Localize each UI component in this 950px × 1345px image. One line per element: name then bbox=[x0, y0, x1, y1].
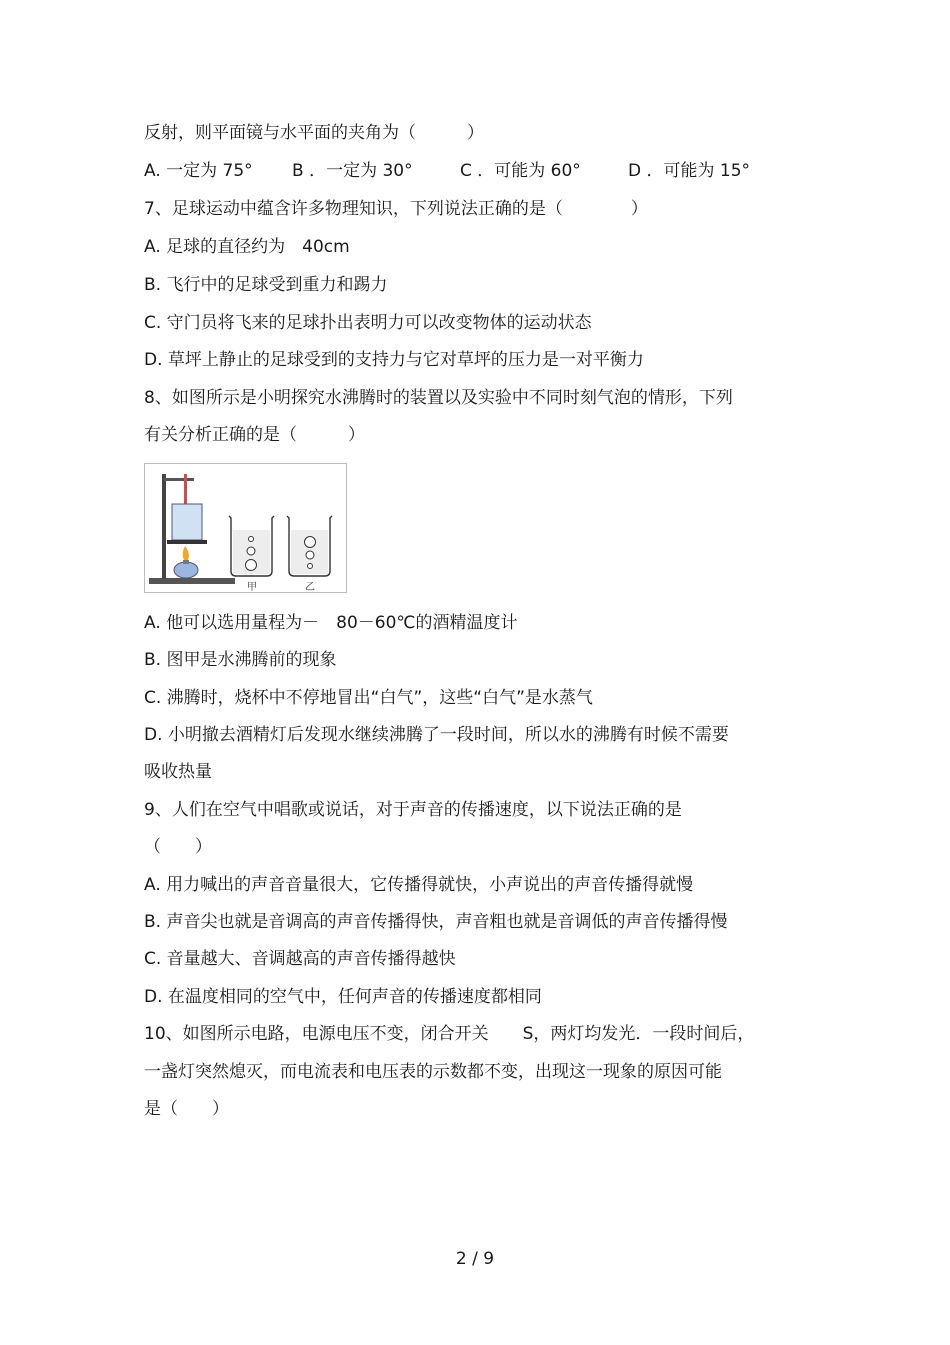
question-7-stem: 7、足球运动中蕴含许多物理知识，下列说法正确的是（ ） bbox=[144, 199, 648, 219]
boiling-apparatus-illustration bbox=[145, 464, 346, 592]
question-6-options bbox=[144, 160, 784, 182]
question-8-option-c: C. 沸腾时，烧杯中不停地冒出“白气”，这些“白气”是水蒸气 bbox=[144, 688, 593, 708]
stand-base bbox=[149, 578, 235, 584]
option-b: B ．一定为 30° bbox=[292, 161, 413, 181]
question-9-option-c: C. 音量越大、音调越高的声音传播得越快 bbox=[144, 949, 456, 969]
stand-rod bbox=[162, 474, 166, 579]
option-c: C ．可能为 60° bbox=[460, 161, 581, 181]
question-8-option-d-line1: D. 小明撤去酒精灯后发现水继续沸腾了一段时间，所以水的沸腾有时候不需要 bbox=[144, 725, 729, 745]
question-7-option-b: B. 飞行中的足球受到重力和踢力 bbox=[144, 275, 388, 295]
question-10-stem-line3: 是（ ） bbox=[144, 1099, 229, 1119]
page-number: 2 / 9 bbox=[455, 1249, 495, 1269]
option-d: D ．可能为 15° bbox=[628, 161, 751, 181]
question-8-option-d-line2: 吸收热量 bbox=[144, 762, 212, 782]
question-9-option-b: B. 声音尖也就是音调高的声音传播得快，声音粗也就是音调低的声音传播得慢 bbox=[144, 912, 728, 932]
question-10-stem-line2: 一盏灯突然熄灭，而电流表和电压表的示数都不变，出现这一现象的原因可能 bbox=[144, 1062, 722, 1082]
question-9-stem-line1: 9、人们在空气中唱歌或说话，对于声音的传播速度，以下说法正确的是 bbox=[144, 800, 682, 820]
question-8-stem-line1: 8、如图所示是小明探究水沸腾时的装置以及实验中不同时刻气泡的情形，下列 bbox=[144, 388, 733, 408]
boiling-experiment-figure bbox=[144, 463, 347, 593]
question-7-option-d: D. 草坪上静止的足球受到的支持力与它对草坪的压力是一对平衡力 bbox=[144, 350, 644, 370]
question-8-option-a: A. 他可以选用量程为－ 80－60℃的酒精温度计 bbox=[144, 613, 518, 633]
label-yi: 乙 bbox=[305, 582, 315, 592]
question-9-stem-line2: （ ） bbox=[144, 837, 212, 857]
stand-beaker bbox=[172, 504, 202, 540]
wire-gauze bbox=[167, 540, 207, 544]
option-a: A. 一定为 75° bbox=[144, 161, 253, 181]
question-8-stem-line2: 有关分析正确的是（ ） bbox=[144, 425, 365, 445]
question-7-option-c: C. 守门员将飞来的足球扑出表明力可以改变物体的运动状态 bbox=[144, 313, 592, 333]
alcohol-lamp bbox=[174, 562, 198, 578]
clamp-arm bbox=[164, 478, 194, 481]
question-9-option-d: D. 在温度相同的空气中，任何声音的传播速度都相同 bbox=[144, 987, 542, 1007]
label-jia: 甲 bbox=[247, 582, 257, 592]
question-8-option-b: B. 图甲是水沸腾前的现象 bbox=[144, 650, 337, 670]
question-6-tail: 反射，则平面镜与水平面的夹角为（ ） bbox=[144, 123, 484, 143]
burner-flame bbox=[183, 546, 189, 562]
question-10-stem-line1: 10、如图所示电路，电源电压不变，闭合开关 S，两灯均发光．一段时间后， bbox=[144, 1024, 755, 1044]
question-7-option-a: A. 足球的直径约为 40cm bbox=[144, 237, 350, 257]
question-9-option-a: A. 用力喊出的声音音量很大，它传播得就快，小声说出的声音传播得就慢 bbox=[144, 875, 694, 895]
